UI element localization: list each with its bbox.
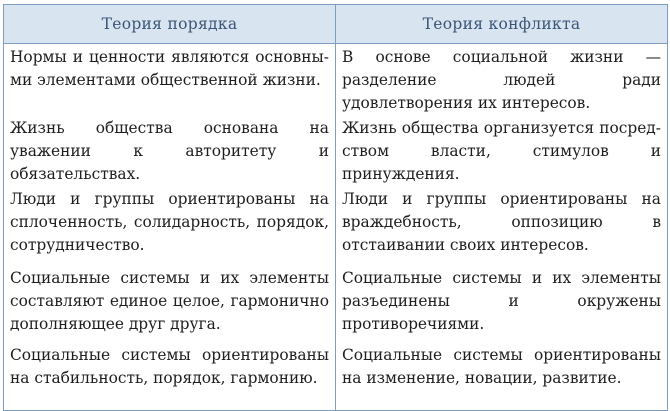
cell-text: Социальные системы и их элементы составляют единое целое, гармонично дополняющее друг друга. xyxy=(10,269,329,333)
cell-text: Социальные системы ориентированы на изменение, новации, развитие. xyxy=(342,346,661,387)
cell-text: Нормы и ценности являются основными элементами общественной жизни. xyxy=(10,48,329,89)
order-cell xyxy=(4,342,336,410)
cell-text: В основе социальной жизни — разделение людей ради удовлетворения их интересов. xyxy=(342,48,661,112)
cell-text: Социальные системы ориентированы на стабильность, порядок, гармонию. xyxy=(10,346,329,387)
order-cell xyxy=(4,186,336,265)
cell-text: Жизнь общества основана на уважении к авторитету и обязательствах. xyxy=(10,119,329,183)
order-cell xyxy=(4,265,336,342)
conflict-cell xyxy=(336,115,668,186)
table-row xyxy=(4,44,668,116)
conflict-cell xyxy=(336,44,668,116)
table-row xyxy=(4,115,668,186)
table-row xyxy=(4,342,668,410)
table-row xyxy=(4,265,668,342)
conflict-cell xyxy=(336,342,668,410)
table-row xyxy=(4,186,668,265)
conflict-cell xyxy=(336,186,668,265)
comparison-table xyxy=(3,4,668,411)
cell-text: Социальные системы и их элементы разъединены и окружены противоречиями. xyxy=(342,269,661,333)
header-conflict-theory: Теория конфликта xyxy=(336,5,668,44)
cell-text: Жизнь общества организуется посредством власти, стимулов и принуждения. xyxy=(342,119,661,183)
header-order-theory: Теория порядка xyxy=(4,5,336,44)
cell-text: Люди и группы ориентированы на враждебность, оппозицию в отстаивании своих интересов. xyxy=(342,190,661,254)
cell-text: Люди и группы ориентированы на сплоченность, солидарность, порядок, сотрудничество. xyxy=(10,190,329,254)
header-row xyxy=(4,5,668,44)
conflict-cell xyxy=(336,265,668,342)
order-cell xyxy=(4,115,336,186)
order-cell xyxy=(4,44,336,116)
